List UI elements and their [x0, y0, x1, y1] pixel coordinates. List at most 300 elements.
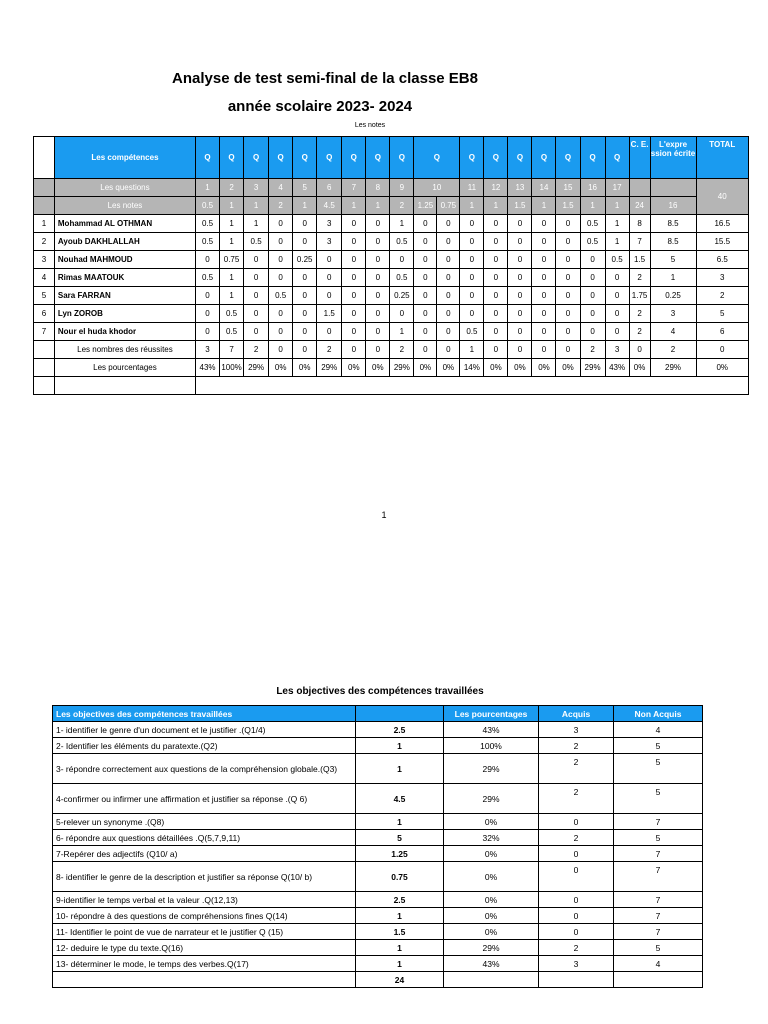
student-score: 0 — [342, 215, 366, 233]
student-row — [34, 269, 749, 287]
percent-value: 100% — [220, 359, 244, 377]
student-score: 1 — [220, 269, 244, 287]
student-score: 0 — [532, 251, 556, 269]
student-score: 0.5 — [196, 269, 220, 287]
blank-cell — [54, 377, 195, 395]
objective-points: 1 — [356, 738, 444, 754]
q-header: Q — [414, 137, 460, 179]
student-score: 0.5 — [244, 233, 269, 251]
objective-text: 12- deduire le type du texte.Q(16) — [53, 940, 356, 956]
student-score: 0 — [366, 233, 390, 251]
questions-label: Les questions — [54, 179, 195, 197]
blank-cell — [614, 972, 703, 988]
student-score: 0 — [532, 269, 556, 287]
student-score: 0 — [437, 323, 460, 341]
student-score: 1 — [220, 287, 244, 305]
note-value: 1.25 — [414, 197, 437, 215]
objective-points: 2.5 — [356, 722, 444, 738]
student-score: 1 — [650, 269, 696, 287]
blank-cell — [53, 972, 356, 988]
student-score: 0 — [269, 305, 293, 323]
student-score: 0 — [460, 233, 484, 251]
student-score: 2 — [629, 323, 650, 341]
objective-row — [53, 754, 703, 784]
objective-percent: 0% — [444, 862, 539, 892]
success-value: 0 — [414, 341, 437, 359]
blank-cell — [539, 972, 614, 988]
note-value: 16 — [650, 197, 696, 215]
objective-percent: 43% — [444, 722, 539, 738]
question-number: 16 — [580, 179, 605, 197]
student-score: 0 — [244, 287, 269, 305]
q-header: Q — [196, 137, 220, 179]
note-value: 1 — [244, 197, 269, 215]
student-score: 0 — [484, 251, 508, 269]
student-score: 0 — [293, 269, 317, 287]
blank-cell — [196, 377, 749, 395]
question-number: 4 — [269, 179, 293, 197]
note-value: 0.5 — [196, 197, 220, 215]
success-value: 1 — [460, 341, 484, 359]
objective-non-acquis: 7 — [614, 814, 703, 830]
percent-value: 29% — [244, 359, 269, 377]
success-value: 2 — [244, 341, 269, 359]
objectives-total-row — [53, 972, 703, 988]
student-score: 0.5 — [390, 233, 414, 251]
objective-row — [53, 830, 703, 846]
objective-points: 1 — [356, 754, 444, 784]
student-score: 0 — [414, 215, 437, 233]
student-score: 0 — [556, 305, 580, 323]
objective-acquis: 0 — [539, 846, 614, 862]
student-score: 0 — [508, 323, 532, 341]
blank-cell — [34, 179, 55, 197]
objective-points: 1 — [356, 814, 444, 830]
student-score: 0 — [556, 233, 580, 251]
blank-cell — [444, 972, 539, 988]
percent-value: 0% — [366, 359, 390, 377]
percent-value: 0% — [342, 359, 366, 377]
q-header: Q — [605, 137, 629, 179]
success-label: Les nombres des réussites — [54, 341, 195, 359]
percent-value: 29% — [390, 359, 414, 377]
student-index: 5 — [34, 287, 55, 305]
objective-acquis: 3 — [539, 956, 614, 972]
objective-percent: 32% — [444, 830, 539, 846]
student-score: 0 — [484, 323, 508, 341]
student-score: 1 — [220, 215, 244, 233]
percent-row — [34, 359, 749, 377]
notes-label: Les notes — [54, 197, 195, 215]
student-score: 0 — [342, 305, 366, 323]
total-header: TOTAL — [696, 137, 749, 179]
q-header: Q — [269, 137, 293, 179]
objective-percent: 0% — [444, 814, 539, 830]
objective-text: 13- déterminer le mode, le temps des verbes.Q(17) — [53, 956, 356, 972]
student-score: 1 — [390, 215, 414, 233]
objective-text: 3- répondre correctement aux questions de la compréhension globale.(Q3) — [53, 754, 356, 784]
objective-percent: 29% — [444, 754, 539, 784]
student-score: 0.75 — [220, 251, 244, 269]
percent-value: 29% — [317, 359, 342, 377]
student-row — [34, 323, 749, 341]
student-score: 0 — [414, 251, 437, 269]
student-score: 0 — [244, 251, 269, 269]
student-score: 0 — [366, 269, 390, 287]
student-score: 0 — [317, 287, 342, 305]
student-score: 5 — [696, 305, 749, 323]
student-row — [34, 251, 749, 269]
objective-acquis: 2 — [539, 940, 614, 956]
student-row — [34, 215, 749, 233]
student-score: 1 — [390, 323, 414, 341]
percent-value: 43% — [605, 359, 629, 377]
success-value: 0 — [342, 341, 366, 359]
student-score: 0 — [580, 323, 605, 341]
student-score: 0 — [437, 215, 460, 233]
percent-value: 14% — [460, 359, 484, 377]
objective-points: 2.5 — [356, 892, 444, 908]
student-score: 6.5 — [696, 251, 749, 269]
success-value: 0 — [269, 341, 293, 359]
student-score: 0 — [317, 251, 342, 269]
blank-cell — [34, 377, 55, 395]
student-score: 0 — [293, 233, 317, 251]
objective-text: 9-identifier le temps verbal et la valeur .Q(12,13) — [53, 892, 356, 908]
total-max: 40 — [696, 179, 749, 215]
objective-non-acquis: 7 — [614, 924, 703, 940]
student-score: 0.5 — [220, 323, 244, 341]
document-title: Analyse de test semi-final de la classe EB8 — [172, 70, 478, 87]
percent-value: 0% — [484, 359, 508, 377]
student-score: 0.5 — [220, 305, 244, 323]
student-name: Rimas MAATOUK — [54, 269, 195, 287]
student-index: 3 — [34, 251, 55, 269]
success-value: 0 — [508, 341, 532, 359]
success-value: 2 — [390, 341, 414, 359]
student-index: 6 — [34, 305, 55, 323]
student-index: 7 — [34, 323, 55, 341]
student-score: 0.5 — [269, 287, 293, 305]
success-value: 0 — [366, 341, 390, 359]
objective-text: 6- répondre aux questions détaillées .Q(5,7,9,11) — [53, 830, 356, 846]
objective-points: 0.75 — [356, 862, 444, 892]
q-header: Q — [484, 137, 508, 179]
blank-cell — [629, 179, 650, 197]
objective-acquis: 0 — [539, 892, 614, 908]
student-score: 0 — [244, 269, 269, 287]
objective-text: 8- identifier le genre de la description et justifier sa réponse Q(10/ b) — [53, 862, 356, 892]
student-score: 0 — [390, 305, 414, 323]
student-score: 0 — [414, 233, 437, 251]
success-value: 0 — [437, 341, 460, 359]
student-score: 0 — [508, 215, 532, 233]
student-score: 8.5 — [650, 215, 696, 233]
note-value: 1 — [366, 197, 390, 215]
student-name: Ayoub DAKHLALLAH — [54, 233, 195, 251]
objective-acquis: 0 — [539, 908, 614, 924]
student-score: 0 — [532, 233, 556, 251]
student-score: 0 — [269, 233, 293, 251]
objective-text: 11- Identifier le point de vue de narrateur et le justifier Q (15) — [53, 924, 356, 940]
objective-text: 4-confirmer ou infirmer une affirmation et justifier sa réponse .(Q 6) — [53, 784, 356, 814]
percent-label: Les pourcentages — [54, 359, 195, 377]
student-score: 0 — [580, 269, 605, 287]
objective-non-acquis: 5 — [614, 754, 703, 784]
student-score: 7 — [629, 233, 650, 251]
note-value: 1.5 — [508, 197, 532, 215]
student-score: 0 — [484, 287, 508, 305]
objective-acquis: 0 — [539, 814, 614, 830]
percent-value: 0% — [508, 359, 532, 377]
student-score: 0 — [366, 323, 390, 341]
q-header: Q — [390, 137, 414, 179]
note-value: 1 — [460, 197, 484, 215]
questions-row — [34, 179, 749, 197]
student-score: 0 — [580, 251, 605, 269]
success-value: 0 — [696, 341, 749, 359]
percent-value: 0% — [293, 359, 317, 377]
objective-percent: 0% — [444, 892, 539, 908]
grades-table — [33, 136, 749, 395]
success-value: 0 — [484, 341, 508, 359]
question-number: 3 — [244, 179, 269, 197]
student-score: 0 — [366, 215, 390, 233]
objective-acquis: 2 — [539, 754, 614, 784]
objective-non-acquis: 7 — [614, 862, 703, 892]
header-objective: Les objectives des compétences travaillées — [53, 706, 356, 722]
objective-row — [53, 784, 703, 814]
blank-cell — [34, 341, 55, 359]
student-row — [34, 287, 749, 305]
student-score: 0 — [484, 269, 508, 287]
blank-cell — [650, 179, 696, 197]
objective-row — [53, 814, 703, 830]
objective-non-acquis: 4 — [614, 722, 703, 738]
percent-value: 0% — [414, 359, 437, 377]
student-score: 0.25 — [390, 287, 414, 305]
note-value: 4.5 — [317, 197, 342, 215]
student-score: 0 — [293, 323, 317, 341]
student-score: 0 — [196, 305, 220, 323]
success-value: 0 — [629, 341, 650, 359]
objective-row — [53, 940, 703, 956]
objective-non-acquis: 7 — [614, 908, 703, 924]
student-score: 3 — [317, 215, 342, 233]
student-score: 0 — [580, 305, 605, 323]
objective-percent: 29% — [444, 784, 539, 814]
student-score: 0 — [390, 251, 414, 269]
q-header: Q — [317, 137, 342, 179]
student-score: 0.5 — [580, 233, 605, 251]
objective-acquis: 2 — [539, 830, 614, 846]
student-score: 0 — [317, 269, 342, 287]
note-value: 2 — [269, 197, 293, 215]
student-score: 4 — [650, 323, 696, 341]
objective-row — [53, 862, 703, 892]
percent-value: 0% — [437, 359, 460, 377]
student-score: 3 — [317, 233, 342, 251]
competences-row — [34, 137, 749, 179]
student-score: 0 — [556, 269, 580, 287]
student-name: Nouhad MAHMOUD — [54, 251, 195, 269]
objectives-total-points: 24 — [356, 972, 444, 988]
student-score: 0 — [580, 287, 605, 305]
percent-value: 29% — [580, 359, 605, 377]
student-score: 0 — [460, 305, 484, 323]
student-score: 0 — [414, 323, 437, 341]
success-value: 2 — [317, 341, 342, 359]
page-number: 1 — [381, 510, 387, 520]
question-number: 12 — [484, 179, 508, 197]
student-score: 0 — [484, 233, 508, 251]
student-score: 0.5 — [605, 251, 629, 269]
student-score: 0 — [414, 269, 437, 287]
student-score: 0.25 — [293, 251, 317, 269]
q-header: Q — [460, 137, 484, 179]
objective-percent: 0% — [444, 924, 539, 940]
student-score: 0 — [437, 233, 460, 251]
objective-points: 4.5 — [356, 784, 444, 814]
student-score: 5 — [650, 251, 696, 269]
student-score: 0 — [605, 287, 629, 305]
question-number: 14 — [532, 179, 556, 197]
blank-cell — [34, 359, 55, 377]
student-score: 0 — [269, 251, 293, 269]
note-value: 2 — [390, 197, 414, 215]
student-score: 0 — [508, 287, 532, 305]
student-score: 0 — [269, 323, 293, 341]
student-score: 0 — [532, 323, 556, 341]
student-score: 0 — [269, 269, 293, 287]
student-score: 0 — [342, 287, 366, 305]
question-number: 1 — [196, 179, 220, 197]
student-index: 1 — [34, 215, 55, 233]
objective-non-acquis: 7 — [614, 892, 703, 908]
note-value: 1 — [293, 197, 317, 215]
question-number: 2 — [220, 179, 244, 197]
student-score: 0 — [414, 305, 437, 323]
objective-percent: 0% — [444, 908, 539, 924]
student-score: 0 — [532, 305, 556, 323]
question-number: 15 — [556, 179, 580, 197]
student-score: 0 — [293, 305, 317, 323]
objective-row — [53, 738, 703, 754]
objectives-title: Les objectives des compétences travaillées — [276, 686, 484, 697]
objective-acquis: 2 — [539, 784, 614, 814]
objective-points: 1 — [356, 940, 444, 956]
question-number: 11 — [460, 179, 484, 197]
student-score: 8.5 — [650, 233, 696, 251]
student-score: 1 — [220, 233, 244, 251]
expression-header: L'expre ssion écrite — [650, 137, 696, 179]
student-score: 0 — [366, 305, 390, 323]
student-score: 1 — [605, 215, 629, 233]
success-value: 2 — [650, 341, 696, 359]
q-header: Q — [244, 137, 269, 179]
student-index: 2 — [34, 233, 55, 251]
student-score: 0 — [508, 233, 532, 251]
objective-non-acquis: 4 — [614, 956, 703, 972]
student-score: 0 — [414, 287, 437, 305]
objective-row — [53, 924, 703, 940]
objective-percent: 43% — [444, 956, 539, 972]
ce-header: C. E. — [629, 137, 650, 179]
student-score: 0 — [556, 215, 580, 233]
q-header: Q — [293, 137, 317, 179]
note-value: 1 — [532, 197, 556, 215]
success-row — [34, 341, 749, 359]
document-subtitle: année scolaire 2023- 2024 — [227, 98, 413, 115]
table-caption: Les notes — [354, 122, 386, 129]
student-score: 8 — [629, 215, 650, 233]
percent-value: 29% — [650, 359, 696, 377]
student-index: 4 — [34, 269, 55, 287]
student-score: 1.5 — [317, 305, 342, 323]
objective-non-acquis: 7 — [614, 846, 703, 862]
q-header: Q — [508, 137, 532, 179]
header-non-acquis: Non Acquis — [614, 706, 703, 722]
q-header: Q — [556, 137, 580, 179]
student-score: 1 — [605, 233, 629, 251]
student-score: 16.5 — [696, 215, 749, 233]
objective-points: 1.25 — [356, 846, 444, 862]
student-score: 0 — [293, 287, 317, 305]
note-value: 1 — [484, 197, 508, 215]
student-score: 3 — [696, 269, 749, 287]
student-score: 0 — [317, 323, 342, 341]
objective-row — [53, 892, 703, 908]
success-value: 2 — [580, 341, 605, 359]
student-score: 0 — [244, 323, 269, 341]
student-score: 0 — [508, 305, 532, 323]
student-row — [34, 305, 749, 323]
student-score: 0 — [508, 251, 532, 269]
student-row — [34, 233, 749, 251]
student-score: 0 — [556, 323, 580, 341]
percent-value: 0% — [532, 359, 556, 377]
percent-value: 43% — [196, 359, 220, 377]
student-score: 0 — [437, 269, 460, 287]
student-score: 0.5 — [196, 215, 220, 233]
student-score: 0 — [366, 287, 390, 305]
objectives-table — [52, 705, 703, 988]
student-score: 1 — [244, 215, 269, 233]
student-score: 0 — [532, 287, 556, 305]
objective-percent: 29% — [444, 940, 539, 956]
note-value: 1 — [342, 197, 366, 215]
student-score: 0 — [437, 251, 460, 269]
student-score: 0 — [366, 251, 390, 269]
student-score: 0 — [293, 215, 317, 233]
q-header: Q — [580, 137, 605, 179]
objective-points: 1 — [356, 908, 444, 924]
q-header: Q — [342, 137, 366, 179]
student-score: 0 — [437, 287, 460, 305]
student-score: 1.75 — [629, 287, 650, 305]
header-acquis: Acquis — [539, 706, 614, 722]
percent-value: 0% — [269, 359, 293, 377]
student-score: 2 — [629, 305, 650, 323]
question-number: 9 — [390, 179, 414, 197]
objective-text: 10- répondre à des questions de compréhensions fines Q(14) — [53, 908, 356, 924]
student-score: 0 — [460, 287, 484, 305]
student-score: 0 — [605, 269, 629, 287]
student-score: 0.5 — [580, 215, 605, 233]
student-score: 0 — [342, 323, 366, 341]
student-score: 0 — [556, 251, 580, 269]
question-number: 6 — [317, 179, 342, 197]
